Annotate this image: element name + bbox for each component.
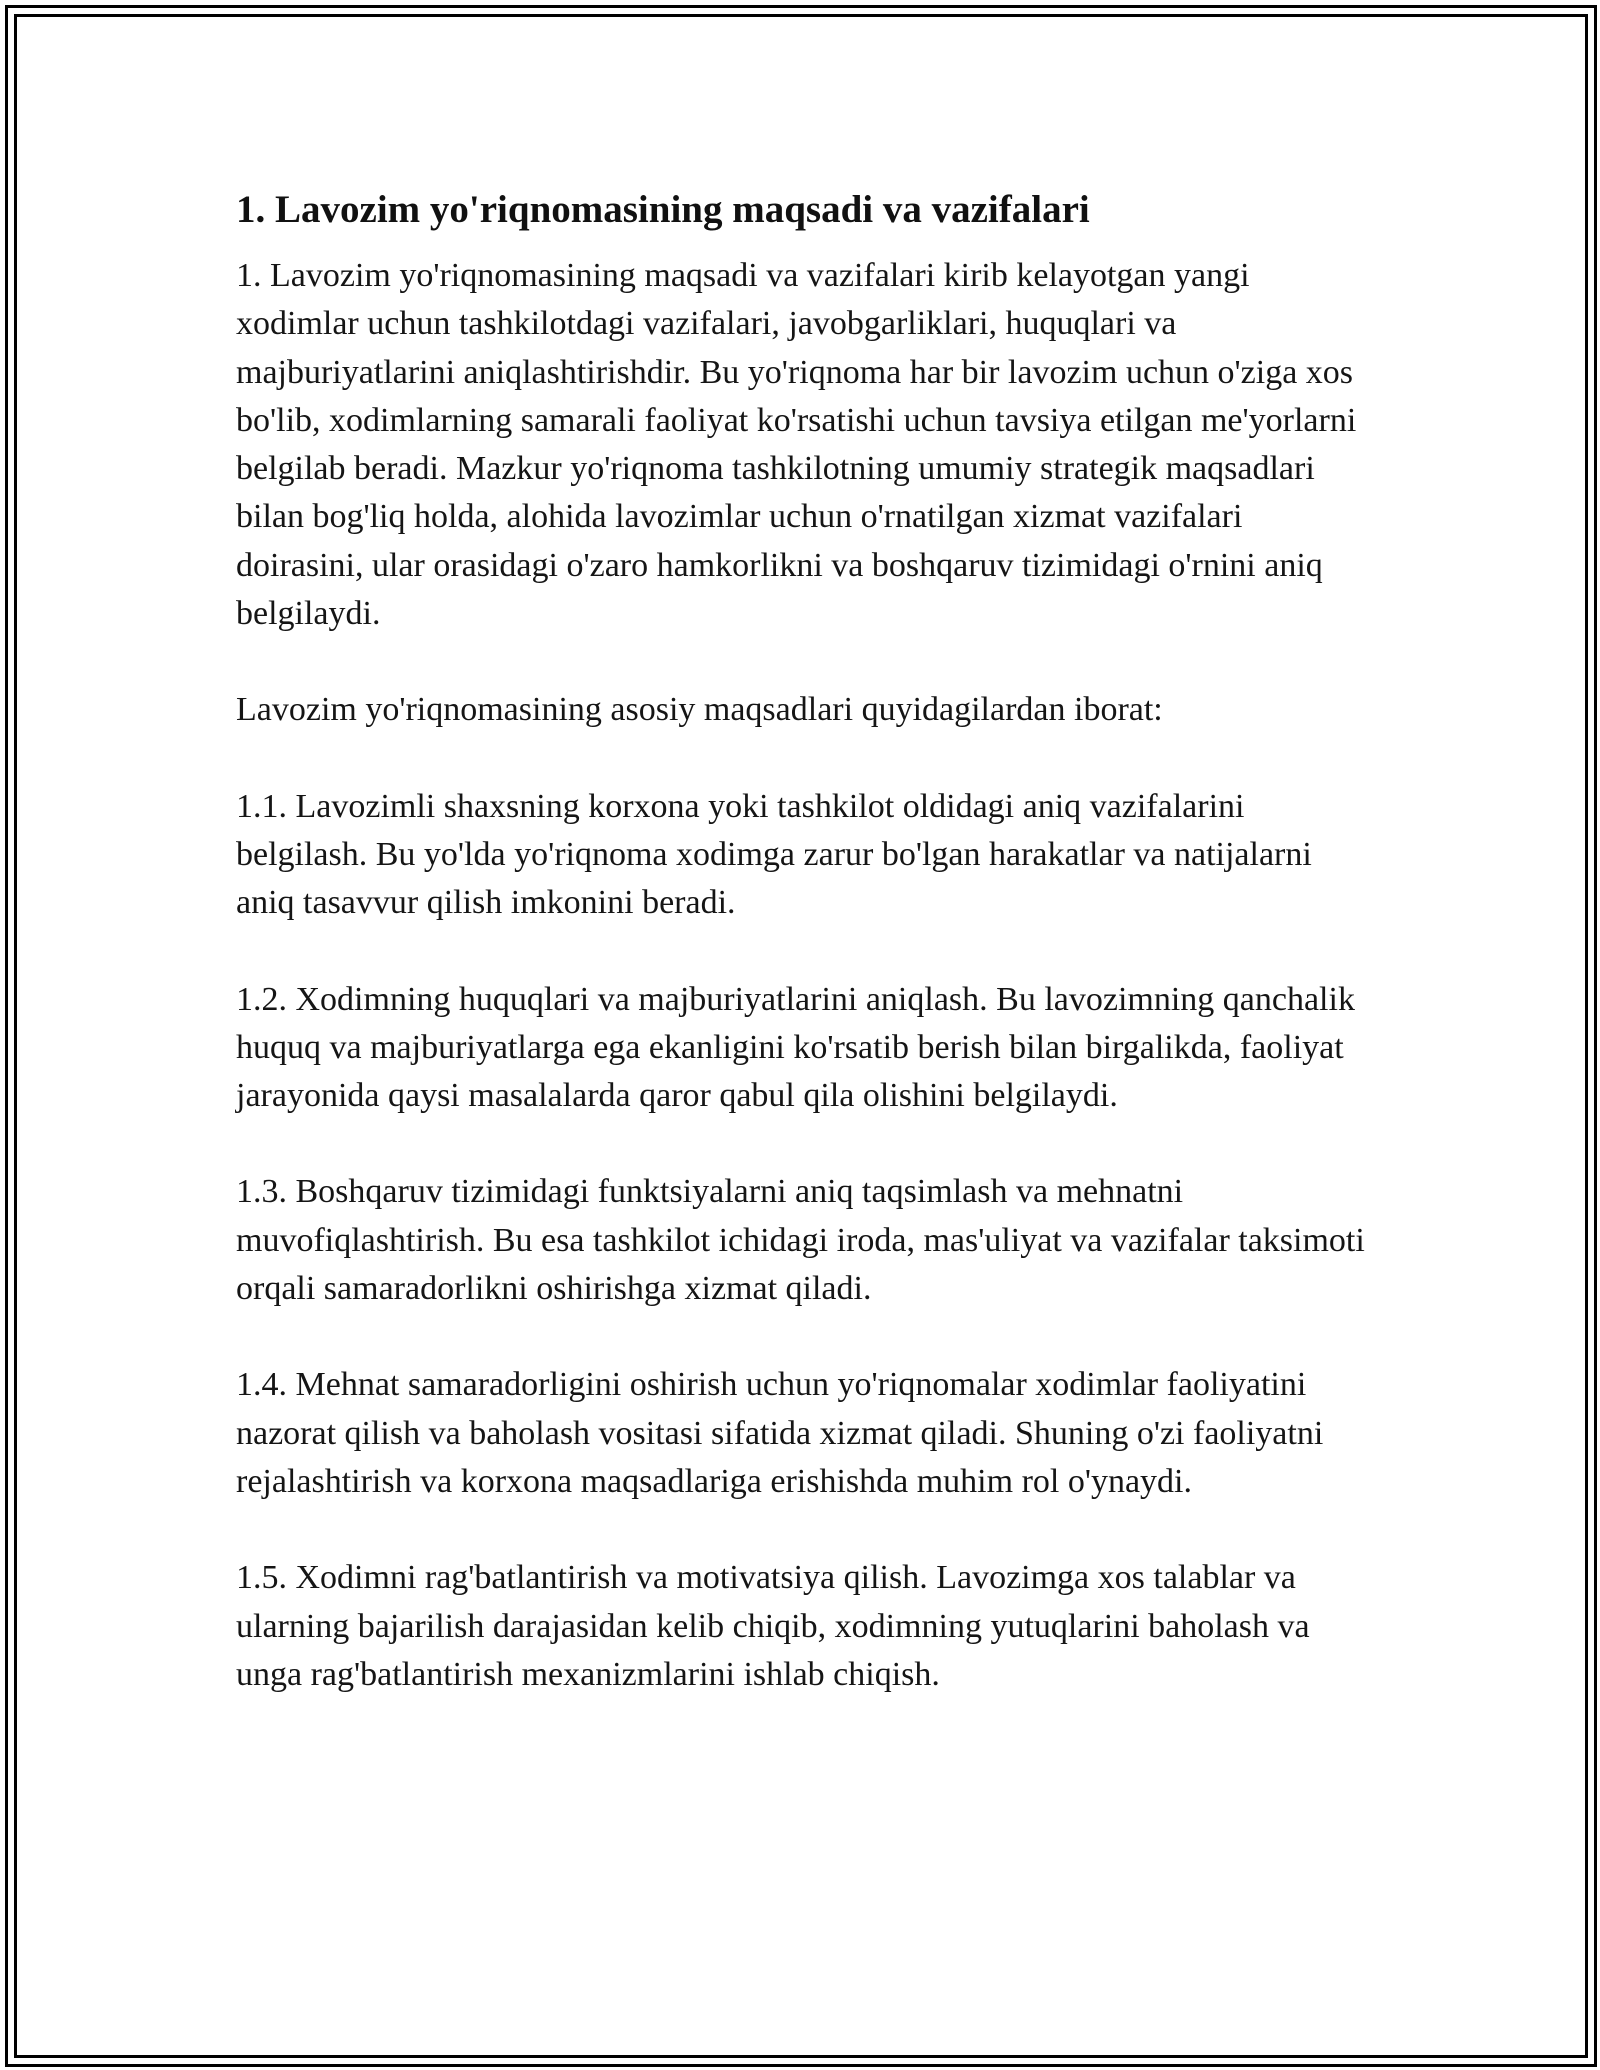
paragraph-item-1-1: 1.1. Lavozimli shaxsning korxona yoki tashkilot oldidagi aniq vazifalarini belgilash. Bu yo'lda yo'riqnoma xodimga zarur bo'lgan harakatlar va natijalarni aniq tasavvur qilish imkonini beradi. bbox=[236, 787, 1312, 922]
document-title: 1. Lavozim yo'riqnomasining maqsadi va vazifalari bbox=[236, 188, 1090, 231]
paragraph-item-1-3: 1.3. Boshqaruv tizimidagi funktsiyalarni aniq taqsimlash va mehnatni muvofiqlashtirish. Bu esa tashkilot ichidagi iroda, mas'uliyat va vazifalar taksimoti orqali samaradorlikni oshirishga xizmat qiladi. bbox=[236, 1173, 1365, 1308]
paragraph-goals-lead: Lavozim yo'riqnomasining asosiy maqsadlari quyidagilardan iborat: bbox=[236, 691, 1163, 729]
paragraph-intro: 1. Lavozim yo'riqnomasining maqsadi va vazifalari kirib kelayotgan yangi xodimlar uchun tashkilotdagi vazifalari, javobgarliklari, huquqlari va majburiyatlarini aniqlashtirishdir. Bu yo'riqnoma har bir lavozim uchun o'ziga xos bo'lib, xodimlarning samarali faoliyat ko'rsatishi uchun tavsiya etilgan me'yorlarni belgilab beradi. Mazkur yo'riqnoma tashkilotning umumiy strategik maqsadlari bilan bog'liq holda, alohida lavozimlar uchun o'rnatilgan xizmat vazifalari doirasini, ular orasidagi o'zaro hamkorlikni va boshqaruv tizimidagi o'rnini aniq belgilaydi. bbox=[236, 257, 1357, 633]
paragraph-item-1-2: 1.2. Xodimning huquqlari va majburiyatlarini aniqlash. Bu lavozimning qanchalik huquq va majburiyatlarga ega ekanligini ko'rsatib berish bilan birgalikda, faoliyat jarayonida qaysi masalalarda qaror qabul qila olishini belgilaydi. bbox=[236, 980, 1355, 1115]
paragraph-item-1-4: 1.4. Mehnat samaradorligini oshirish uchun yo'riqnomalar xodimlar faoliyatini nazorat qilish va baholash vositasi sifatida xizmat qiladi. Shuning o'zi faoliyatni rejalashtirish va korxona maqsadlariga erishishda muhim rol o'ynaydi. bbox=[236, 1366, 1324, 1500]
document-body bbox=[236, 185, 1376, 1699]
paragraph-item-1-5: 1.5. Xodimni rag'batlantirish va motivatsiya qilish. Lavozimga xos talablar va ularning bajarilish darajasidan kelib chiqib, xodimning yutuqlarini baholash va unga rag'batlantirish mexanizmlarini ishlab chiqish. bbox=[236, 1559, 1310, 1693]
